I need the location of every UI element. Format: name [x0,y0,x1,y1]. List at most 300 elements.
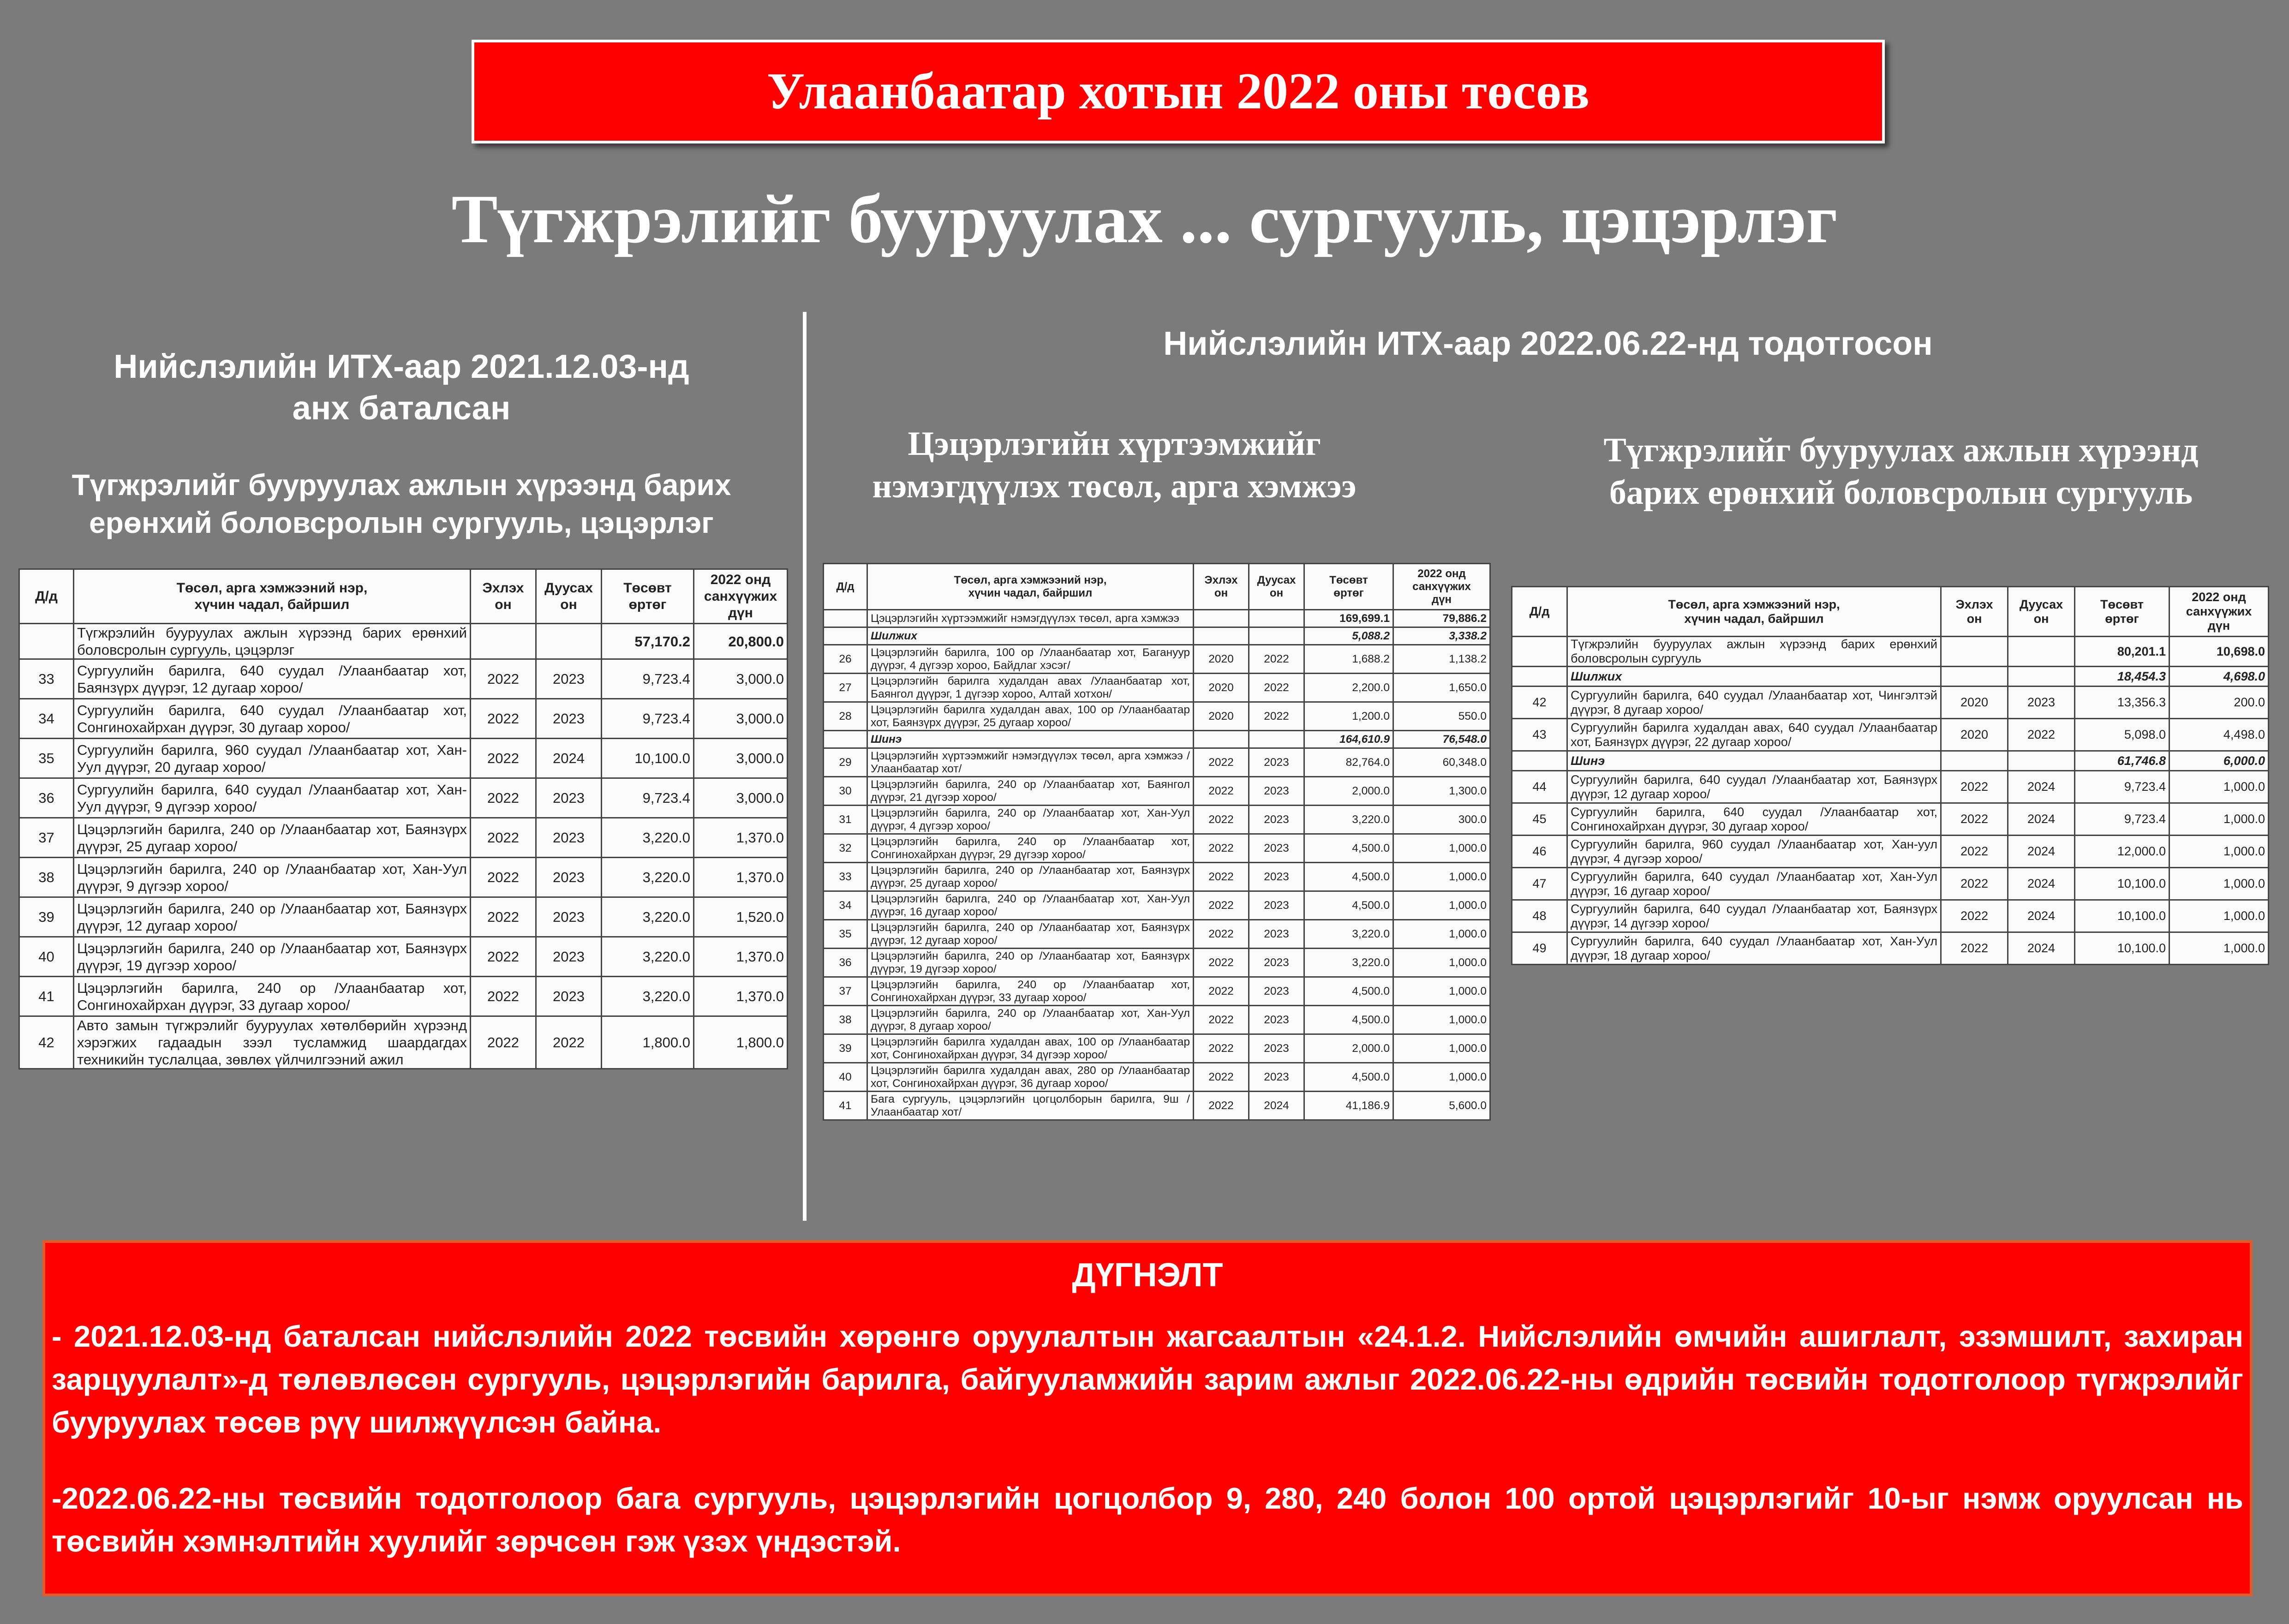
table-row [1512,751,2269,771]
cell-dd [19,624,74,659]
cell-dd: 42 [19,1016,74,1069]
cell-budget: 3,220.0 [602,818,694,858]
table-row [19,977,788,1016]
cell-fund-2022: 1,000.0 [2169,900,2269,932]
table-row [19,739,788,778]
table-row [1512,803,2269,836]
cell-budget: 4,500.0 [1304,863,1393,891]
cell-budget: 2,000.0 [1304,1034,1393,1063]
cell-name: Сургуулийн барилга, 640 суудал /Улаанбаатар хот, Хан-Уул дүүрэг, 16 дугаар хороо/ [1567,868,1941,900]
cell-fund-2022: 4,698.0 [2169,667,2269,687]
page-title: Улаанбаатар хотын 2022 оны төсөв [766,63,1590,120]
cell-dd: 30 [824,777,867,806]
cell-end-year [1249,610,1304,627]
cell-start-year [471,624,536,659]
col-start: Эхлэх он [471,569,536,624]
cell-end-year: 2023 [536,659,602,699]
table-row [19,659,788,699]
cell-start-year: 2022 [1941,900,2008,932]
cell-start-year: 2022 [471,977,536,1016]
cell-end-year: 2023 [536,977,602,1016]
cell-name: Сургуулийн барилга, 640 суудал /Улаанбаатар хот, Сонгинохайрхан дүүрэг, 30 дугаар хороо/ [74,699,471,739]
cell-fund-2022: 10,698.0 [2169,637,2269,667]
cell-fund-2022: 1,000.0 [1393,863,1490,891]
col-fund: 2022 онд санхүүжих дүн [1393,564,1490,610]
cell-end-year: 2023 [1249,863,1304,891]
cell-end-year: 2024 [2008,836,2075,868]
table-row [824,627,1490,645]
cell-end-year [2008,667,2075,687]
cell-dd [1512,667,1567,687]
cell-fund-2022: 76,548.0 [1393,731,1490,748]
cell-name: Цэцэрлэгийн барилга, 240 ор /Улаанбаатар хот, Сонгинохайрхан дүүрэг, 29 дүгээр хороо/ [867,834,1194,863]
cell-name: Түгжрэлийн бууруулах ажлын хүрээнд барих ерөнхий боловсролын сургууль [1567,637,1941,667]
cell-budget: 9,723.4 [602,699,694,739]
left-heading-line1: Нийслэлийн ИТХ-аар 2021.12.03-нд [114,348,689,385]
cell-budget: 12,000.0 [2075,836,2169,868]
table-row [1512,637,2269,667]
table-row [824,702,1490,731]
cell-dd [824,731,867,748]
cell-dd: 43 [1512,719,1567,751]
cell-dd [824,627,867,645]
cell-fund-2022: 550.0 [1393,702,1490,731]
cell-budget: 10,100.0 [2075,868,2169,900]
cell-fund-2022: 1,000.0 [1393,949,1490,977]
cell-budget: 3,220.0 [602,937,694,977]
cell-dd: 36 [19,778,74,818]
table-row [1512,687,2269,719]
left-subheading [28,466,775,542]
col-name: Төсөл, арга хэмжээний нэр, хүчин чадал, байршил [867,564,1194,610]
cell-start-year: 2022 [1194,1006,1249,1034]
kindergarten-heading-line1: Цэцэрлэгийн хүртээмжийг [908,425,1321,463]
cell-name: Авто замын түгжрэлийг бууруулах хөтөлбөрийн хүрээнд хэрэгжих гадаадын зээл тусламжид шаардагдах техникийн туслалцаа, зөвлөх үйлчилгээний ажил [74,1016,471,1069]
cell-end-year: 2024 [2008,868,2075,900]
cell-fund-2022: 5,600.0 [1393,1092,1490,1120]
table-row [824,610,1490,627]
cell-budget: 82,764.0 [1304,748,1393,777]
cell-end-year: 2023 [1249,977,1304,1006]
cell-end-year: 2024 [536,739,602,778]
cell-dd: 49 [1512,932,1567,965]
cell-start-year: 2022 [1194,1063,1249,1092]
cell-name: Сургуулийн барилга, 960 суудал /Улаанбаатар хот, Хан-Уул дүүрэг, 20 дугаар хороо/ [74,739,471,778]
col-name: Төсөл, арга хэмжээний нэр, хүчин чадал, байршил [74,569,471,624]
cell-start-year: 2022 [1194,891,1249,920]
school-heading-line2: барих ерөнхий боловсролын сургууль [1609,474,2193,512]
col-dd: Д/д [824,564,867,610]
cell-name: Цэцэрлэгийн барилга, 240 ор /Улаанбаатар хот, Хан-Уул дүүрэг, 4 дүгээр хороо/ [867,806,1194,834]
cell-end-year: 2023 [1249,806,1304,834]
cell-start-year: 2022 [1194,834,1249,863]
cell-end-year: 2023 [536,937,602,977]
cell-start-year: 2020 [1194,702,1249,731]
cell-dd: 29 [824,748,867,777]
cell-name: Цэцэрлэгийн барилга худалдан авах, 100 ор /Улаанбаатар хот, Сонгинохайрхан дүүрэг, 34 дүгээр хороо/ [867,1034,1194,1063]
table-row [824,645,1490,674]
cell-end-year: 2023 [536,897,602,937]
cell-name: Сургуулийн барилга, 640 суудал /Улаанбаатар хот, Сонгинохайрхан дүүрэг, 30 дугаар хороо/ [1567,803,1941,836]
cell-fund-2022: 200.0 [2169,687,2269,719]
cell-name: Цэцэрлэгийн барилга, 240 ор /Улаанбаатар хот, Сонгинохайрхан дүүрэг, 33 дугаар хороо/ [867,977,1194,1006]
cell-start-year: 2022 [1194,863,1249,891]
col-fund: 2022 онд санхүүжих дүн [2169,587,2269,637]
cell-end-year: 2024 [1249,1092,1304,1120]
cell-end-year: 2024 [2008,771,2075,803]
cell-name: Шинэ [867,731,1194,748]
cell-start-year: 2022 [471,897,536,937]
cell-name: Цэцэрлэгийн барилга, 100 ор /Улаанбаатар хот, Багануур дүүрэг, 4 дүгээр хороо, Байдлаг хэсэг/ [867,645,1194,674]
cell-dd: 41 [19,977,74,1016]
cell-budget: 3,220.0 [602,897,694,937]
table-row [19,858,788,897]
cell-end-year [1249,627,1304,645]
cell-name: Цэцэрлэгийн барилга, 240 ор /Улаанбаатар хот, Сонгинохайрхан дүүрэг, 33 дугаар хороо/ [74,977,471,1016]
cell-dd [824,610,867,627]
cell-name: Сургуулийн барилга, 640 суудал /Улаанбаатар хот, Чингэлтэй дүүрэг, 8 дугаар хороо/ [1567,687,1941,719]
cell-end-year: 2023 [1249,920,1304,949]
cell-dd: 34 [19,699,74,739]
cell-dd: 34 [824,891,867,920]
cell-name: Цэцэрлэгийн барилга худалдан авах, 280 ор /Улаанбаатар хот, Сонгинохайрхан дүүрэг, 36 дугаар хороо/ [867,1063,1194,1092]
table-row [824,891,1490,920]
table-row [1512,719,2269,751]
cell-fund-2022: 1,000.0 [1393,920,1490,949]
col-dd: Д/д [1512,587,1567,637]
cell-budget: 3,220.0 [602,977,694,1016]
table-header-row [824,564,1490,610]
cell-name: Сургуулийн барилга, 640 суудал /Улаанбаатар хот, Баянзүрх дүүрэг, 14 дүгээр хороо/ [1567,900,1941,932]
cell-fund-2022: 1,000.0 [2169,932,2269,965]
cell-budget: 10,100.0 [2075,900,2169,932]
cell-budget: 61,746.8 [2075,751,2169,771]
table-row [19,1016,788,1069]
table-row [824,1092,1490,1120]
cell-start-year: 2020 [1194,645,1249,674]
cell-name: Цэцэрлэгийн барилга, 240 ор /Улаанбаатар хот, Баянзүрх дүүрэг, 25 дугаар хороо/ [74,818,471,858]
cell-start-year: 2020 [1941,687,2008,719]
cell-fund-2022: 1,000.0 [1393,1006,1490,1034]
cell-budget: 4,500.0 [1304,1063,1393,1092]
cell-name: Цэцэрлэгийн барилга, 240 ор /Улаанбаатар хот, Баянзүрх дүүрэг, 25 дугаар хороо/ [867,863,1194,891]
col-budget: Төсөвт өртөг [602,569,694,624]
cell-start-year [1941,667,2008,687]
table-row [1512,836,2269,868]
cell-dd: 40 [19,937,74,977]
col-end: Дуусах он [536,569,602,624]
table-row [19,778,788,818]
cell-budget: 4,500.0 [1304,834,1393,863]
cell-budget: 5,088.2 [1304,627,1393,645]
cell-start-year: 2022 [471,818,536,858]
cell-dd: 42 [1512,687,1567,719]
cell-dd: 36 [824,949,867,977]
cell-fund-2022: 1,000.0 [2169,836,2269,868]
cell-dd: 39 [19,897,74,937]
cell-start-year: 2022 [1194,748,1249,777]
cell-end-year [2008,751,2075,771]
cell-start-year: 2022 [471,937,536,977]
col-end: Дуусах он [2008,587,2075,637]
school-heading-line1: Түгжрэлийг бууруулах ажлын хүрээнд [1603,431,2199,469]
cell-name: Сургуулийн барилга худалдан авах, 640 суудал /Улаанбаатар хот, Баянзүрх дүүрэг, 22 дугаар хороо/ [1567,719,1941,751]
table-header-row [19,569,788,624]
cell-dd: 26 [824,645,867,674]
cell-end-year: 2024 [2008,803,2075,836]
table-row [824,731,1490,748]
cell-name: Цэцэрлэгийн барилга, 240 ор /Улаанбаатар хот, Хан-Уул дүүрэг, 8 дугаар хороо/ [867,1006,1194,1034]
cell-name: Шинэ [1567,751,1941,771]
cell-dd: 37 [19,818,74,858]
cell-budget: 2,000.0 [1304,777,1393,806]
cell-start-year: 2022 [471,659,536,699]
kindergarten-heading [821,423,1407,508]
col-start: Эхлэх он [1194,564,1249,610]
cell-name: Цэцэрлэгийн хүртээмжийг нэмэгдүүлэх төсөл, арга хэмжээ [867,610,1194,627]
cell-budget: 3,220.0 [1304,949,1393,977]
cell-fund-2022: 1,520.0 [694,897,788,937]
cell-start-year: 2022 [471,1016,536,1069]
cell-budget: 9,723.4 [602,659,694,699]
table-school-2022 [1511,586,2268,965]
cell-budget: 4,500.0 [1304,1006,1393,1034]
cell-fund-2022: 1,300.0 [1393,777,1490,806]
cell-start-year: 2022 [1194,949,1249,977]
col-fund: 2022 онд санхүүжих дүн [694,569,788,624]
cell-end-year: 2023 [1249,891,1304,920]
col-name: Төсөл, арга хэмжээний нэр, хүчин чадал, байршил [1567,587,1941,637]
cell-dd: 31 [824,806,867,834]
cell-dd: 44 [1512,771,1567,803]
table-row [824,777,1490,806]
left-heading [28,346,775,429]
cell-name: Шилжих [867,627,1194,645]
cell-name: Цэцэрлэгийн барилга, 240 ор /Улаанбаатар хот, Хан-Уул дүүрэг, 9 дүгээр хороо/ [74,858,471,897]
cell-start-year: 2022 [1194,1092,1249,1120]
cell-end-year [536,624,602,659]
cell-name: Цэцэрлэгийн барилга, 240 ор /Улаанбаатар хот, Баянзүрх дүүрэг, 12 дугаар хороо/ [74,897,471,937]
cell-fund-2022: 1,138.2 [1393,645,1490,674]
cell-end-year: 2022 [1249,645,1304,674]
cell-start-year: 2022 [1194,1034,1249,1063]
cell-budget: 13,356.3 [2075,687,2169,719]
cell-start-year: 2022 [1941,836,2008,868]
cell-end-year: 2023 [1249,949,1304,977]
conclusion-box [42,1240,2253,1596]
cell-end-year [1249,731,1304,748]
cell-start-year: 2022 [1941,803,2008,836]
cell-name: Сургуулийн барилга, 640 суудал /Улаанбаатар хот, Баянзүрх дүүрэг, 12 дугаар хороо/ [1567,771,1941,803]
cell-budget: 10,100.0 [2075,932,2169,965]
cell-budget: 18,454.3 [2075,667,2169,687]
cell-fund-2022: 1,370.0 [694,937,788,977]
cell-fund-2022: 1,000.0 [2169,868,2269,900]
cell-fund-2022: 6,000.0 [2169,751,2269,771]
cell-name: Цэцэрлэгийн барилга, 240 ор /Улаанбаатар хот, Баянзүрх дүүрэг, 12 дугаар хороо/ [867,920,1194,949]
table-row [19,699,788,739]
table-header-row [1512,587,2269,637]
cell-end-year: 2024 [2008,900,2075,932]
cell-dd: 48 [1512,900,1567,932]
cell-dd: 41 [824,1092,867,1120]
cell-start-year [1194,627,1249,645]
cell-name: Цэцэрлэгийн барилга, 240 ор /Улаанбаатар хот, Баянгол дүүрэг, 21 дүгээр хороо/ [867,777,1194,806]
col-budget: Төсөвт өртөг [2075,587,2169,637]
cell-name: Цэцэрлэгийн барилга худалдан авах /Улаанбаатар хот, Баянгол дүүрэг, 1 дүгээр хороо, Алтай хотхон/ [867,674,1194,702]
cell-budget: 41,186.9 [1304,1092,1393,1120]
cell-fund-2022: 1,800.0 [694,1016,788,1069]
cell-budget: 4,500.0 [1304,977,1393,1006]
cell-fund-2022: 1,000.0 [2169,771,2269,803]
cell-dd: 38 [19,858,74,897]
cell-name: Цэцэрлэгийн барилга худалдан авах, 100 ор /Улаанбаатар хот, Баянзүрх дүүрэг, 25 дугаар хороо/ [867,702,1194,731]
cell-fund-2022: 20,800.0 [694,624,788,659]
cell-fund-2022: 1,650.0 [1393,674,1490,702]
conclusion-paragraph-1: - 2021.12.03-нд баталсан нийслэлийн 2022 төсвийн хөрөнгө оруулалтын жагсаалтын «24.1.2. Нийслэлийн өмчийн ашиглалт, эзэмшилт, захиран зарцуулалт»-д төлөвлөсөн сургууль, цэцэрлэгийн барилга, байгууламжийн зарим ажлыг 2022.06.22-ны өдрийн төсвийн тодотголоор түгжрэлийг бууруулах төсөв рүү шилжүүлсэн байна. [52,1320,2243,1439]
cell-start-year: 2022 [1941,932,2008,965]
cell-budget: 9,723.4 [2075,771,2169,803]
cell-name: Цэцэрлэгийн барилга, 240 ор /Улаанбаатар хот, Баянзүрх дүүрэг, 19 дүгээр хороо/ [74,937,471,977]
cell-budget: 1,200.0 [1304,702,1393,731]
cell-end-year: 2023 [536,778,602,818]
cell-fund-2022: 1,000.0 [2169,803,2269,836]
cell-fund-2022: 300.0 [1393,806,1490,834]
cell-dd: 32 [824,834,867,863]
cell-budget: 4,500.0 [1304,891,1393,920]
cell-start-year [1941,637,2008,667]
table-row [1512,900,2269,932]
table-row [824,834,1490,863]
cell-name: Цэцэрлэгийн барилга, 240 ор /Улаанбаатар хот, Хан-Уул дүүрэг, 16 дугаар хороо/ [867,891,1194,920]
cell-name: Түгжрэлийн бууруулах ажлын хүрээнд барих ерөнхий боловсролын сургууль, цэцэрлэг [74,624,471,659]
table-row [1512,868,2269,900]
cell-budget: 169,699.1 [1304,610,1393,627]
cell-dd: 39 [824,1034,867,1063]
cell-budget: 57,170.2 [602,624,694,659]
cell-start-year: 2022 [471,778,536,818]
cell-fund-2022: 1,370.0 [694,818,788,858]
cell-budget: 5,098.0 [2075,719,2169,751]
cell-start-year [1194,610,1249,627]
cell-name: Цэцэрлэгийн хүртээмжийг нэмэгдүүлэх төсөл, арга хэмжээ /Улаанбаатар хот/ [867,748,1194,777]
cell-start-year: 2022 [1194,920,1249,949]
cell-name: Шилжих [1567,667,1941,687]
left-subheading-line2: ерөнхий боловсролын сургууль, цэцэрлэг [89,506,714,539]
cell-dd: 33 [19,659,74,699]
cell-name: Сургуулийн барилга, 960 суудал /Улаанбаатар хот, Хан-уул дүүрэг, 4 дүгээр хороо/ [1567,836,1941,868]
cell-end-year: 2023 [1249,1034,1304,1063]
cell-fund-2022: 1,000.0 [1393,1034,1490,1063]
table-original-2021 [18,568,787,1069]
cell-budget: 10,100.0 [602,739,694,778]
cell-start-year [1941,751,2008,771]
cell-fund-2022: 1,000.0 [1393,977,1490,1006]
cell-start-year: 2022 [1194,777,1249,806]
cell-name: Бага сургууль, цэцэрлэгийн цогцолборын барилга, 9ш /Улаанбаатар хот/ [867,1092,1194,1120]
page-subtitle: Түгжрэлийг бууруулах ... сургууль, цэцэрлэг [451,181,1838,257]
cell-fund-2022: 79,886.2 [1393,610,1490,627]
col-budget: Төсөвт өртөг [1304,564,1393,610]
cell-start-year: 2022 [471,699,536,739]
cell-name: Сургуулийн барилга, 640 суудал /Улаанбаатар хот, Хан-Уул дүүрэг, 9 дүгээр хороо/ [74,778,471,818]
table-row [824,748,1490,777]
table-row [19,897,788,937]
cell-dd: 27 [824,674,867,702]
cell-fund-2022: 3,000.0 [694,659,788,699]
cell-start-year: 2022 [471,858,536,897]
cell-budget: 9,723.4 [602,778,694,818]
cell-dd: 45 [1512,803,1567,836]
cell-budget: 80,201.1 [2075,637,2169,667]
cell-start-year: 2020 [1194,674,1249,702]
cell-end-year: 2023 [2008,687,2075,719]
table-row [1512,667,2269,687]
cell-end-year: 2024 [2008,932,2075,965]
cell-dd [1512,637,1567,667]
cell-budget: 9,723.4 [2075,803,2169,836]
table-row [19,818,788,858]
cell-dd: 35 [19,739,74,778]
cell-budget: 1,688.2 [1304,645,1393,674]
col-end: Дуусах он [1249,564,1304,610]
cell-dd: 38 [824,1006,867,1034]
table-row [1512,771,2269,803]
cell-name: Сургуулийн барилга, 640 суудал /Улаанбаатар хот, Баянзүрх дүүрэг, 12 дугаар хороо/ [74,659,471,699]
table-row [824,863,1490,891]
cell-start-year [1194,731,1249,748]
cell-fund-2022: 1,000.0 [1393,891,1490,920]
col-dd: Д/д [19,569,74,624]
left-heading-line2: анх баталсан [292,390,511,427]
cell-start-year: 2022 [1194,806,1249,834]
cell-end-year: 2022 [1249,674,1304,702]
school-heading [1536,429,2265,514]
table-row [824,1063,1490,1092]
cell-end-year: 2023 [1249,1063,1304,1092]
cell-fund-2022: 1,000.0 [1393,1063,1490,1092]
cell-fund-2022: 3,000.0 [694,699,788,739]
cell-name: Цэцэрлэгийн барилга, 240 ор /Улаанбаатар хот, Баянзүрх дүүрэг, 19 дүгээр хороо/ [867,949,1194,977]
cell-fund-2022: 4,498.0 [2169,719,2269,751]
cell-end-year: 2023 [1249,748,1304,777]
cell-end-year: 2023 [1249,834,1304,863]
cell-end-year [2008,637,2075,667]
cell-end-year: 2023 [1249,777,1304,806]
cell-fund-2022: 1,370.0 [694,977,788,1016]
cell-start-year: 2022 [1941,868,2008,900]
cell-fund-2022: 60,348.0 [1393,748,1490,777]
cell-start-year: 2022 [1194,977,1249,1006]
cell-budget: 164,610.9 [1304,731,1393,748]
cell-budget: 3,220.0 [1304,920,1393,949]
cell-budget: 3,220.0 [1304,806,1393,834]
cell-end-year: 2023 [536,699,602,739]
cell-budget: 2,200.0 [1304,674,1393,702]
cell-start-year: 2020 [1941,719,2008,751]
table-row [19,937,788,977]
kindergarten-heading-line2: нэмэгдүүлэх төсөл, арга хэмжээ [872,467,1357,505]
cell-name: Сургуулийн барилга, 640 суудал /Улаанбаатар хот, Хан-Уул дүүрэг, 18 дугаар хороо/ [1567,932,1941,965]
cell-dd: 28 [824,702,867,731]
table-row [824,1034,1490,1063]
conclusion-heading: ДҮГНЭЛТ [1072,1257,1223,1294]
cell-start-year: 2022 [471,739,536,778]
cell-dd: 33 [824,863,867,891]
cell-end-year: 2022 [2008,719,2075,751]
table-row [1512,932,2269,965]
cell-fund-2022: 3,000.0 [694,778,788,818]
